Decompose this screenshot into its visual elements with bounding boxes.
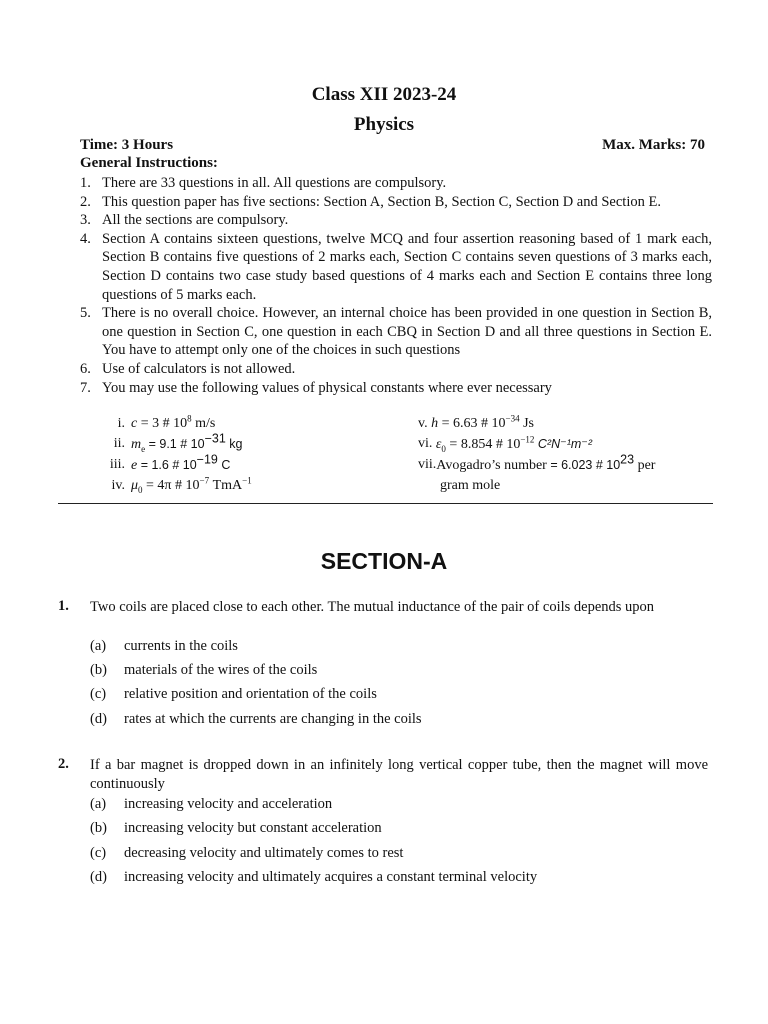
option-d xyxy=(90,711,422,728)
option-label: (c) xyxy=(90,845,107,861)
constant-symbol: m xyxy=(131,437,142,452)
instruction-number: 3. xyxy=(80,212,91,229)
constants-row xyxy=(80,414,720,434)
time-label: Time: 3 Hours xyxy=(80,137,174,153)
question-text: If a bar magnet is dropped down in an infinitely long vertical copper tube, then the magnet will move continuously xyxy=(90,757,708,792)
constant-numeral: iv. xyxy=(111,478,125,493)
constant-value: = 6.63 # 10 xyxy=(438,416,506,431)
constant-planck xyxy=(418,414,534,434)
constant-exponent: −19 xyxy=(196,452,218,467)
constant-exponent: −7 xyxy=(199,475,210,486)
max-marks-label: Max. Marks: 70 xyxy=(602,137,705,153)
constant-unit: C xyxy=(217,458,231,472)
instruction-item xyxy=(80,304,712,360)
paper-title: Class XII 2023-24 xyxy=(311,84,457,105)
constants-row xyxy=(80,452,720,476)
question-text: Two coils are placed close to each other. The mutual inductance of the pair of coils depends upon xyxy=(90,599,655,615)
instruction-text: This question paper has five sections: Section A, Section B, Section C, Section D and Section E. xyxy=(102,193,661,210)
constant-numeral: vii. xyxy=(418,457,437,472)
instruction-number: 1. xyxy=(80,175,91,191)
instruction-text: All the sections are compulsory. xyxy=(102,212,289,229)
constant-value: = 9.1 # 10 xyxy=(145,437,205,451)
section-heading: SECTION-A xyxy=(320,548,448,574)
constant-subscript: 0 xyxy=(441,443,446,454)
instructions-list xyxy=(80,174,712,397)
constant-electron-mass xyxy=(80,431,418,455)
constant-value: = 3 # 10 xyxy=(140,416,188,431)
constant-exponent: −34 xyxy=(505,413,520,424)
instruction-text: There is no overall choice. However, an internal choice has been provided in one question in Section B, one question in Section C, one question in each CBQ in Section D and all three questions in Section E. You have to attempt only one of the choices in such questions xyxy=(102,305,712,359)
instruction-text: Section A contains sixteen questions, twelve MCQ and four assertion reasoning based of 1 mark each, Section B contains five questions of 2 marks each, Section C contains seven questions of 3 marks each, Section D contains two case study based questions of 4 marks each and Section E contains three long questions of 5 marks each. xyxy=(102,230,712,303)
constant-numeral: iii. xyxy=(109,457,125,472)
instruction-number: 7. xyxy=(80,379,91,396)
constant-symbol: ε xyxy=(435,437,442,452)
constant-avogadro-continued xyxy=(418,476,500,496)
constant-subscript: e xyxy=(141,443,146,454)
constants-table xyxy=(80,414,720,496)
instruction-number: 5. xyxy=(80,305,91,322)
option-text: materials of the wires of the coils xyxy=(124,662,318,678)
constant-unit: m/s xyxy=(191,416,216,431)
constant-value: = 6.023 # 10 xyxy=(546,458,621,472)
constant-numeral: v. xyxy=(418,416,428,431)
instruction-number: 6. xyxy=(80,360,91,377)
option-a xyxy=(90,638,238,655)
instruction-item xyxy=(80,211,712,230)
option-text: rates at which the currents are changing in the coils xyxy=(124,711,422,727)
option-c xyxy=(90,845,403,862)
option-b xyxy=(90,662,317,679)
option-text: relative position and orientation of the coils xyxy=(124,686,377,702)
constant-permittivity xyxy=(418,434,592,455)
option-label: (d) xyxy=(90,711,107,727)
option-text: currents in the coils xyxy=(124,638,238,654)
question-number: 1. xyxy=(58,598,69,614)
constant-numeral: vi. xyxy=(418,436,433,451)
option-b xyxy=(90,820,382,837)
option-text: decreasing velocity and ultimately comes to rest xyxy=(124,845,404,861)
constant-numeral: ii. xyxy=(113,436,125,451)
constant-exponent: 8 xyxy=(187,413,192,424)
option-a xyxy=(90,796,332,813)
constant-unit: TmA xyxy=(209,478,243,493)
constant-unit: Js xyxy=(519,416,534,431)
option-label: (a) xyxy=(90,638,107,654)
constant-name: gram mole xyxy=(440,478,501,493)
option-label: (b) xyxy=(90,662,107,678)
option-label: (c) xyxy=(90,686,107,702)
option-label: (d) xyxy=(90,869,107,885)
constants-row xyxy=(80,476,720,496)
option-text: increasing velocity but constant acceleration xyxy=(124,820,382,836)
constant-value: = 4π # 10 xyxy=(142,478,200,493)
option-text: increasing velocity and acceleration xyxy=(124,796,333,812)
instruction-item xyxy=(80,230,712,304)
constant-avogadro xyxy=(418,452,656,476)
option-text: increasing velocity and ultimately acquires a constant terminal velocity xyxy=(124,869,538,885)
instruction-text: There are 33 questions in all. All questions are compulsory. xyxy=(102,175,447,191)
option-d xyxy=(90,869,537,886)
question-number: 2. xyxy=(58,756,69,772)
constant-speed-of-light xyxy=(80,414,418,434)
constant-symbol: μ xyxy=(131,478,139,493)
constant-unit: kg xyxy=(225,437,243,451)
constant-permeability xyxy=(80,476,418,496)
instruction-text: You may use the following values of physical constants where ever necessary xyxy=(102,379,552,396)
constant-unit: C²N⁻¹m⁻² xyxy=(534,437,593,451)
option-c xyxy=(90,686,377,703)
constant-subscript: 0 xyxy=(138,484,143,495)
instruction-number: 4. xyxy=(80,230,91,247)
constant-exponent: −12 xyxy=(520,434,535,445)
constant-value: = 1.6 # 10 xyxy=(137,458,197,472)
section-divider xyxy=(58,503,713,504)
option-label: (b) xyxy=(90,820,107,836)
instruction-item xyxy=(80,193,712,212)
constant-value: = 8.854 # 10 xyxy=(445,437,521,452)
instruction-item xyxy=(80,174,712,193)
instruction-number: 2. xyxy=(80,193,91,210)
subject-title: Physics xyxy=(353,114,415,135)
instructions-heading: General Instructions: xyxy=(80,155,218,171)
constant-name: Avogadro’s number xyxy=(436,458,547,473)
instruction-item xyxy=(80,379,712,398)
constant-symbol: h xyxy=(431,416,439,431)
constant-numeral: i. xyxy=(117,416,125,431)
constant-unit-exponent: −1 xyxy=(242,475,252,486)
constant-symbol: e xyxy=(131,458,138,473)
constant-exponent: −31 xyxy=(204,431,226,446)
instruction-text: Use of calculators is not allowed. xyxy=(102,360,296,377)
constant-unit: per xyxy=(634,458,656,473)
constant-symbol: c xyxy=(131,416,138,431)
constant-exponent: 23 xyxy=(620,452,635,467)
option-label: (a) xyxy=(90,796,107,812)
constant-electron-charge xyxy=(80,452,418,476)
instruction-item xyxy=(80,360,712,379)
